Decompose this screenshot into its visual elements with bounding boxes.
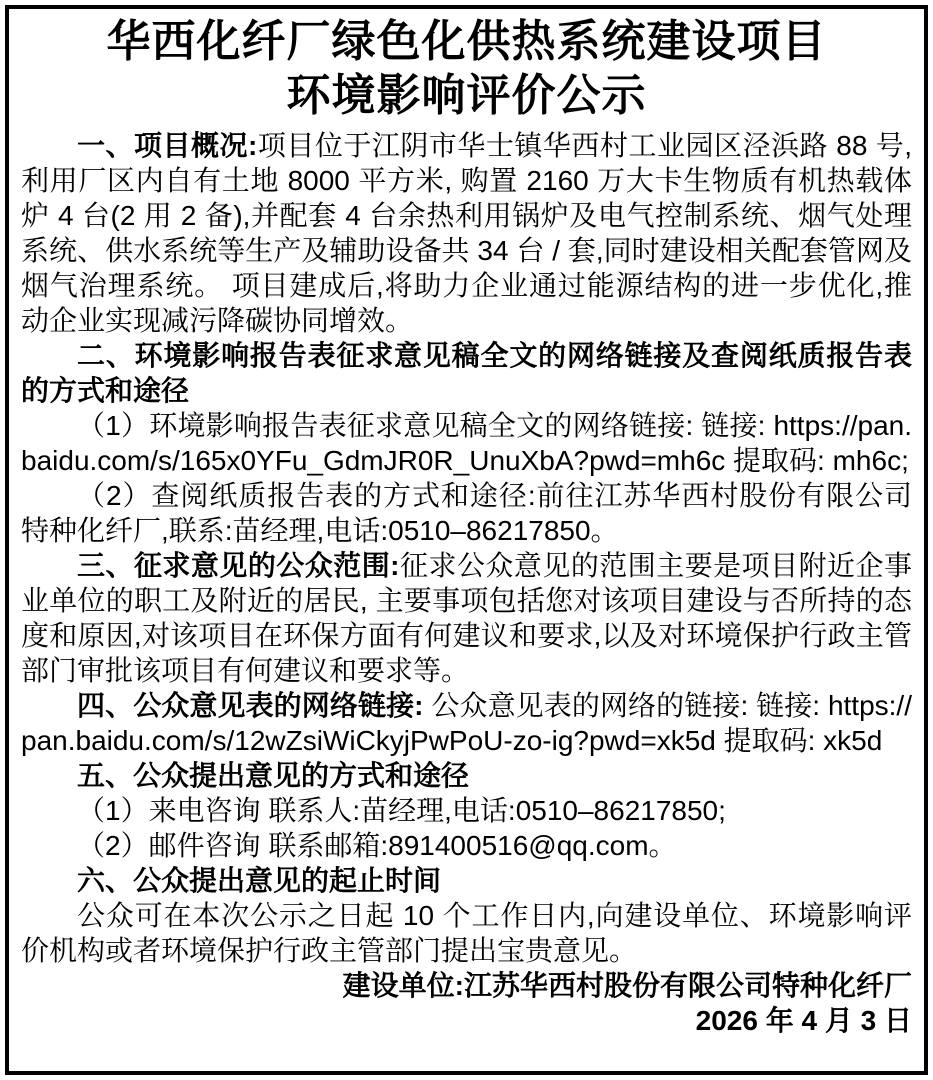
section-2-item-1: （1）环境影响报告表征求意见稿全文的网络链接: 链接: https://pan.baidu.com/s/165x0YFu_GdmJR0R_UnuXbA?pwd=mh6c 提取码: mh6c; — [21, 410, 912, 477]
section-5-heading: 五、公众提出意见的方式和途径 — [77, 760, 470, 792]
section-4-link — [21, 688, 912, 758]
section-2-heading: 二、环境影响报告表征求意见稿全文的网络链接及查阅纸质报告表的方式和途径 — [21, 340, 912, 407]
footer-builder: 建设单位:江苏华西村股份有限公司特种化纤厂 — [342, 970, 912, 1002]
section-3-heading: 三、征求意见的公众范围: — [77, 550, 400, 582]
footer-date: 2026 年 4 月 3 日 — [695, 1005, 912, 1037]
section-6-heading: 六、公众提出意见的起止时间 — [77, 865, 442, 897]
section-4-body: 公众意见表的网络的链接: 链接: https://pan.baidu.com/s/12wZsiWiCkyjPwPoU-zo-ig?pwd=xk5d 提取码: xk5d — [21, 690, 912, 757]
notice-title-line1: 华西化纤厂绿色化供热系统建设项目 — [106, 17, 827, 66]
section-1-body: 项目位于江阴市华士镇华西村工业园区泾浜路 88 号,利用厂区内自有土地 8000 平方米, 购置 2160 万大卡生物质有机热载体炉 4 台(2 用 2 备),并配套 4 台余热利用锅炉及电气控制系统、烟气处理系统、供水系统等生产及辅助设备共 34 台 / 套,同时建设相关配套管网及烟气治理系统。 项目建成后,将助力企业通过能源结构的进一步优化,推动企业实现减污降碳协同增效。 — [21, 130, 912, 337]
section-3-scope — [21, 548, 912, 688]
section-5-item-2: （2）邮件咨询 联系邮箱:891400516@qq.com。 — [77, 830, 677, 862]
section-6-body: 公众可在本次公示之日起 10 个工作日内,向建设单位、环境影响评价机构或者环境保护行政主管部门提出宝贵意见。 — [21, 900, 912, 967]
document-frame — [5, 5, 928, 1075]
section-1-heading: 一、项目概况: — [77, 130, 258, 162]
section-1-overview — [21, 128, 912, 338]
section-3-body: 征求公众意见的范围主要是项目附近企事业单位的职工及附近的居民, 主要事项包括您对该项目建设与否所持的态度和原因,对该项目在环保方面有何建议和要求,以及对环境保护行政主管部门审批该项目有何建议和要求等。 — [21, 550, 912, 687]
notice-title — [21, 15, 912, 122]
notice-title-line2: 环境影响评价公示 — [286, 70, 647, 120]
section-5-item-1: （1）来电咨询 联系人:苗经理,电话:0510–86217850; — [77, 795, 726, 827]
section-2-item-2: （2）查阅纸质报告表的方式和途径:前往江苏华西村股份有限公司特种化纤厂,联系:苗经理,电话:0510–86217850。 — [21, 480, 912, 547]
section-4-heading: 四、公众意见表的网络链接: — [77, 690, 424, 722]
